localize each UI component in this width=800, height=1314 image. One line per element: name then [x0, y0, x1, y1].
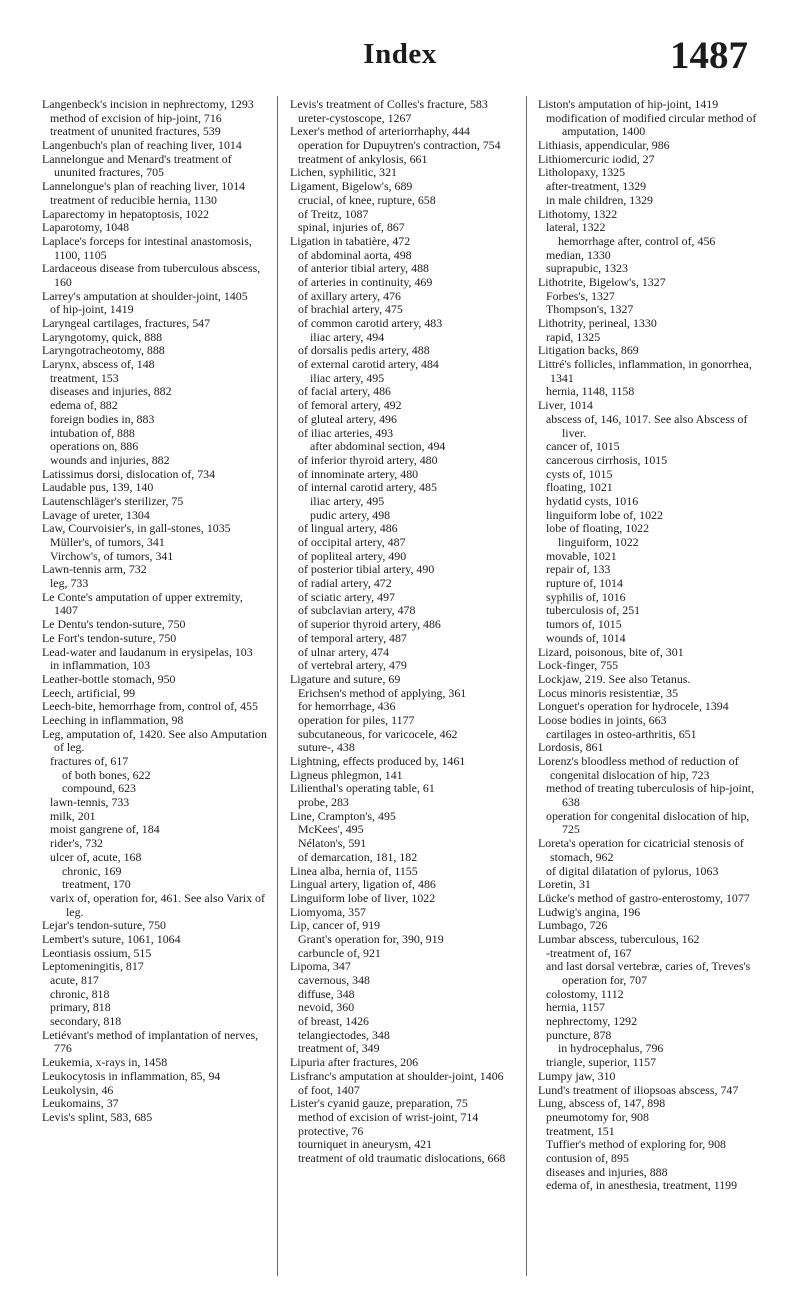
page-title: Index: [363, 38, 437, 70]
index-entry: pneumotomy for, 908: [546, 1109, 649, 1124]
index-entry: colostomy, 1112: [546, 986, 624, 1001]
index-entry: triangle, superior, 1157: [546, 1055, 657, 1070]
index-entry: median, 1330: [546, 247, 611, 262]
index-entry: Lawn-tennis arm, 732: [42, 562, 147, 577]
index-entry: Lipuria after fractures, 206: [290, 1055, 419, 1070]
index-entry: ureter-cystoscope, 1267: [298, 110, 412, 125]
index-entry: Leech, artificial, 99: [42, 685, 136, 700]
index-entry: Langenbuch's plan of reaching liver, 1014: [42, 138, 242, 153]
index-entry: Lizard, poisonous, bite of, 301: [538, 644, 684, 659]
index-entry: Lip, cancer of, 919: [290, 918, 381, 933]
index-entry: Lung, abscess of, 147, 898: [538, 1096, 666, 1111]
index-entry: of gluteal artery, 496: [298, 411, 397, 426]
index-entry: Nélaton's, 591: [298, 836, 367, 851]
index-entry: subcutaneous, for varicocele, 462: [298, 726, 458, 741]
index-entry: diseases and injuries, 888: [546, 1164, 668, 1179]
index-entry: treatment, 153: [50, 370, 119, 385]
index-entry: Liomyoma, 357: [290, 904, 366, 919]
index-entry: lateral, 1322: [546, 220, 606, 235]
index-entry: Le Dentu's tendon-suture, 750: [42, 617, 186, 632]
index-entry: iliac artery, 495: [310, 370, 385, 385]
index-entry: treatment of ununited fractures, 539: [50, 124, 221, 139]
index-entry: -treatment of, 167: [546, 945, 632, 960]
index-entry: moist gangrene of, 184: [50, 822, 160, 837]
index-entry: hernia, 1157: [546, 1000, 605, 1015]
index-entry: for hemorrhage, 436: [298, 699, 396, 714]
index-entry: Ludwig's angina, 196: [538, 904, 641, 919]
index-entry: tuberculosis of, 251: [546, 603, 641, 618]
index-entry: of vertebral artery, 479: [298, 658, 407, 673]
index-entry: of radial artery, 472: [298, 576, 392, 591]
index-entry: contusion of, 895: [546, 1150, 629, 1165]
index-entry: Le Conte's amputation of upper extremity, 1407: [42, 589, 243, 618]
index-entry: Lannelongue and Menard's treatment of ununited fractures, 705: [42, 151, 232, 180]
index-entry: nevoid, 360: [298, 1000, 355, 1015]
index-entry: Virchow's, of tumors, 341: [50, 548, 174, 563]
index-entry: acute, 817: [50, 973, 99, 987]
index-entry: Law, Courvoisier's, in gall-stones, 1035: [42, 521, 231, 536]
index-entry: compound, 623: [62, 781, 136, 796]
index-entry: Lautenschläger's sterilizer, 75: [42, 493, 184, 508]
index-entry: Loretin, 31: [538, 877, 591, 892]
index-entry: treatment of ankylosis, 661: [298, 151, 428, 166]
index-entry: of ulnar artery, 474: [298, 644, 390, 659]
index-entry: pudic artery, 498: [310, 507, 391, 522]
index-entry: Tuffier's method of exploring for, 908: [546, 1137, 727, 1152]
index-entry: lawn-tennis, 733: [50, 795, 130, 810]
index-entry: floating, 1021: [546, 480, 613, 495]
index-entry: Lister's cyanid gauze, preparation, 75: [290, 1096, 468, 1111]
index-entry: carbuncle of, 921: [298, 945, 381, 960]
index-entry: Leptomeningitis, 817: [42, 959, 144, 974]
index-entry: of axillary artery, 476: [298, 288, 401, 303]
index-entry: linguiform, 1022: [558, 535, 639, 549]
index-entry: varix of, operation for, 461. See also Varix of leg.: [50, 890, 265, 919]
index-entry: Leg, amputation of, 1420. See also Amputation of leg.: [42, 726, 267, 755]
index-entry: treatment of, 349: [298, 1041, 380, 1056]
index-entry: Lordosis, 861: [538, 740, 604, 755]
index-entry: Thompson's, 1327: [546, 302, 634, 317]
index-entry: probe, 283: [298, 795, 349, 810]
index-entry: of external carotid artery, 484: [298, 357, 439, 372]
page-number: 1487: [670, 34, 748, 77]
index-entry: cysts of, 1015: [546, 466, 613, 481]
index-entry: Leukocytosis in inflammation, 85, 94: [42, 1068, 221, 1083]
index-entry: of inferior thyroid artery, 480: [298, 452, 438, 467]
index-entry: hydatid cysts, 1016: [546, 493, 639, 508]
index-column-2: [290, 98, 520, 1166]
index-entry: McKees', 495: [298, 822, 364, 837]
index-entry: Levis's treatment of Colles's fracture, 583: [290, 97, 488, 111]
index-entry: Laplace's forceps for intestinal anastomosis, 1100, 1105: [42, 233, 252, 262]
index-column-1: [42, 98, 267, 1125]
index-entry: chronic, 169: [62, 863, 122, 878]
index-entry: rider's, 732: [50, 836, 103, 851]
index-entry: of occipital artery, 487: [298, 535, 406, 549]
index-entry: suture-, 438: [298, 740, 355, 755]
index-entry: cancerous cirrhosis, 1015: [546, 452, 668, 467]
index-entry: chronic, 818: [50, 986, 110, 1001]
index-entry: Lipoma, 347: [290, 959, 351, 974]
index-entry: Lardaceous disease from tuberculous abscess, 160: [42, 261, 261, 289]
index-entry: Lingual artery, ligation of, 486: [290, 877, 436, 892]
index-entry: Ligament, Bigelow's, 689: [290, 179, 413, 194]
index-entry: primary, 818: [50, 1000, 111, 1015]
index-entry: of breast, 1426: [298, 1014, 369, 1029]
index-entry: of digital dilatation of pylorus, 1063: [546, 863, 719, 878]
index-entry: Le Fort's tendon-suture, 750: [42, 630, 177, 645]
index-entry: wounds and injuries, 882: [50, 452, 170, 467]
index-entry: Lead-water and laudanum in erysipelas, 103: [42, 644, 253, 659]
index-entry: of internal carotid artery, 485: [298, 480, 437, 495]
index-entry: Müller's, of tumors, 341: [50, 535, 165, 549]
index-entry: edema of, 882: [50, 398, 118, 413]
index-entry: method of treating tuberculosis of hip-joint, 638: [546, 781, 755, 810]
column-rule: [277, 96, 278, 1276]
index-entry: milk, 201: [50, 808, 96, 823]
index-entry: Larrey's amputation at shoulder-joint, 1405: [42, 288, 248, 303]
index-entry: rapid, 1325: [546, 329, 601, 344]
index-entry: puncture, 878: [546, 1027, 612, 1042]
index-entry: protective, 76: [298, 1123, 364, 1138]
index-entry: Lexer's method of arteriorrhaphy, 444: [290, 124, 470, 139]
index-entry: Leech-bite, hemorrhage from, control of, 455: [42, 699, 258, 714]
index-entry: of common carotid artery, 483: [298, 316, 443, 330]
index-entry: method of excision of hip-joint, 716: [50, 110, 222, 125]
index-entry: operation for piles, 1177: [298, 712, 415, 727]
index-entry: Lumbar abscess, tuberculous, 162: [538, 931, 700, 946]
index-entry: Longuet's operation for hydrocele, 1394: [538, 699, 729, 714]
index-entry: hemorrhage after, control of, 456: [558, 233, 716, 248]
index-entry: syphilis of, 1016: [546, 589, 626, 604]
index-entry: Lithiomercuric iodid, 27: [538, 151, 655, 166]
index-entry: diffuse, 348: [298, 986, 355, 1001]
index-entry: Loose bodies in joints, 663: [538, 712, 667, 727]
index-entry: cartilages in osteo-arthritis, 651: [546, 726, 697, 741]
index-entry: Ligature and suture, 69: [290, 671, 401, 686]
index-entry: telangiectodes, 348: [298, 1027, 390, 1042]
index-entry: movable, 1021: [546, 548, 617, 563]
index-entry: of foot, 1407: [298, 1082, 360, 1097]
index-entry: wounds of, 1014: [546, 630, 626, 645]
index-entry: spinal, injuries of, 867: [298, 220, 405, 235]
index-entry: Lembert's suture, 1061, 1064: [42, 931, 181, 946]
index-entry: Ligneus phlegmon, 141: [290, 767, 403, 782]
index-entry: diseases and injuries, 882: [50, 384, 172, 399]
index-entry: Langenbeck's incision in nephrectomy, 1293: [42, 97, 254, 111]
index-entry: Liver, 1014: [538, 398, 593, 413]
column-rule: [526, 96, 527, 1276]
index-entry: of popliteal artery, 490: [298, 548, 407, 563]
index-entry: tumors of, 1015: [546, 617, 622, 632]
index-entry: of sciatic artery, 497: [298, 589, 395, 604]
page-header: [0, 28, 800, 98]
index-entry: operation for congenital dislocation of hip, 725: [546, 808, 750, 837]
index-entry: treatment, 151: [546, 1123, 615, 1138]
index-entry: Loreta's operation for cicatricial stenosis of stomach, 962: [538, 836, 744, 864]
index-entry: Larynx, abscess of, 148: [42, 357, 155, 372]
index-entry: Lejar's tendon-suture, 750: [42, 918, 166, 933]
index-entry: of dorsalis pedis artery, 488: [298, 343, 430, 358]
index-entry: treatment of old traumatic dislocations, 668: [298, 1150, 506, 1165]
index-entry: cancer of, 1015: [546, 439, 620, 454]
index-entry: Laryngotomy, quick, 888: [42, 329, 163, 344]
index-entry: of demarcation, 181, 182: [298, 849, 418, 864]
index-entry: abscess of, 146, 1017. See also Abscess of liver.: [546, 411, 748, 440]
index-entry: treatment of reducible hernia, 1130: [50, 192, 217, 207]
index-entry: Lumpy jaw, 310: [538, 1068, 616, 1083]
index-entry: Lockjaw, 219. See also Tetanus.: [538, 671, 691, 686]
index-entry: and last dorsal vertebræ, caries of, Treves's operation for, 707: [546, 959, 751, 987]
index-entry: after abdominal section, 494: [310, 439, 446, 454]
index-entry: Litigation backs, 869: [538, 343, 639, 358]
index-entry: Latissimus dorsi, dislocation of, 734: [42, 466, 216, 481]
index-entry: Forbes's, 1327: [546, 288, 615, 303]
index-entry: Ligation in tabatière, 472: [290, 233, 411, 248]
index-entry: Litholopaxy, 1325: [538, 165, 626, 180]
index-entry: of innominate artery, 480: [298, 466, 419, 481]
index-entry: of femoral artery, 492: [298, 398, 402, 413]
index-entry: of temporal artery, 487: [298, 630, 407, 645]
index-entry: in male children, 1329: [546, 192, 653, 207]
index-entry: of subclavian artery, 478: [298, 603, 416, 618]
index-entry: of posterior tibial artery, 490: [298, 562, 435, 577]
index-entry: Linguiform lobe of liver, 1022: [290, 890, 436, 905]
index-entry: Laudable pus, 139, 140: [42, 480, 154, 495]
index-entry: after-treatment, 1329: [546, 179, 647, 194]
index-entry: Liston's amputation of hip-joint, 1419: [538, 97, 719, 111]
index-entry: modification of modified circular method of amputation, 1400: [546, 110, 757, 139]
index-entry: fractures of, 617: [50, 754, 129, 768]
index-entry: Leukolysin, 46: [42, 1082, 114, 1097]
index-entry: of iliac arteries, 493: [298, 425, 394, 440]
index-entry: crucial, of knee, rupture, 658: [298, 192, 436, 207]
index-entry: iliac artery, 495: [310, 493, 385, 508]
index-entry: Letiévant's method of implantation of nerves, 776: [42, 1027, 259, 1056]
index-entry: Erichsen's method of applying, 361: [298, 685, 467, 700]
index-entry: edema of, in anesthesia, treatment, 1199: [546, 1178, 738, 1193]
index-entry: Laparectomy in hepatoptosis, 1022: [42, 206, 210, 221]
index-entry: Littré's follicles, inflammation, in gonorrhea, 1341: [538, 357, 752, 385]
index-entry: operation for Dupuytren's contraction, 754: [298, 138, 501, 153]
index-entry: foreign bodies in, 883: [50, 411, 155, 426]
index-entry: secondary, 818: [50, 1014, 122, 1029]
index-entry: cavernous, 348: [298, 973, 370, 987]
index-entry: of Treitz, 1087: [298, 206, 369, 221]
index-entry: of facial artery, 486: [298, 384, 391, 399]
index-entry: Grant's operation for, 390, 919: [298, 931, 444, 946]
index-entry: Lithotrite, Bigelow's, 1327: [538, 274, 666, 289]
index-entry: Laryngeal cartilages, fractures, 547: [42, 316, 211, 330]
index-entry: treatment, 170: [62, 877, 131, 892]
index-entry: Linea alba, hernia of, 1155: [290, 863, 418, 878]
index-entry: leg, 733: [50, 576, 89, 591]
index-entry: Lightning, effects produced by, 1461: [290, 754, 466, 768]
index-entry: lobe of floating, 1022: [546, 521, 650, 536]
index-entry: operations on, 886: [50, 439, 139, 454]
index-entry: of brachial artery, 475: [298, 302, 403, 317]
index-entry: Lichen, syphilitic, 321: [290, 165, 397, 180]
index-entry: of both bones, 622: [62, 767, 151, 782]
index-entry: repair of, 133: [546, 562, 611, 577]
index-entry: Lücke's method of gastro-enterostomy, 1077: [538, 890, 750, 905]
index-column-3: [538, 98, 768, 1193]
index-entry: Lumbago, 726: [538, 918, 608, 933]
index-entry: method of excision of wrist-joint, 714: [298, 1109, 479, 1124]
index-entry: Leukomains, 37: [42, 1096, 119, 1111]
index-entry: of arteries in continuity, 469: [298, 274, 433, 289]
index-entry: Locus minoris resistentiæ, 35: [538, 685, 679, 700]
index-entry: of abdominal aorta, 498: [298, 247, 412, 262]
index-entry: Lithotomy, 1322: [538, 206, 618, 221]
index-entry: of hip-joint, 1419: [50, 302, 134, 317]
index-entry: Leeching in inflammation, 98: [42, 712, 184, 727]
index-entry: of anterior tibial artery, 488: [298, 261, 429, 276]
index-entry: rupture of, 1014: [546, 576, 623, 591]
index-entry: Lorenz's bloodless method of reduction of congenital dislocation of hip, 723: [538, 754, 739, 782]
index-entry: Laparotomy, 1048: [42, 220, 130, 235]
index-entry: linguiform lobe of, 1022: [546, 507, 663, 522]
index-entry: of superior thyroid artery, 486: [298, 617, 441, 632]
index-entry: Leather-bottle stomach, 950: [42, 671, 176, 686]
index-entry: Leontiasis ossium, 515: [42, 945, 152, 960]
index-entry: hernia, 1148, 1158: [546, 384, 635, 399]
index-entry: ulcer of, acute, 168: [50, 849, 142, 864]
index-entry: suprapubic, 1323: [546, 261, 628, 276]
index-entry: Lisfranc's amputation at shoulder-joint, 1406: [290, 1068, 504, 1083]
index-entry: in hydrocephalus, 796: [558, 1041, 664, 1056]
index-entry: Lithotrity, perineal, 1330: [538, 316, 657, 330]
index-entry: in inflammation, 103: [50, 658, 151, 673]
index-entry: Lannelongue's plan of reaching liver, 1014: [42, 179, 246, 194]
index-entry: intubation of, 888: [50, 425, 135, 440]
index-entry: Lavage of ureter, 1304: [42, 507, 150, 522]
index-entry: Line, Crampton's, 495: [290, 808, 396, 823]
index-entry: iliac artery, 494: [310, 329, 385, 344]
index-entry: Laryngotracheotomy, 888: [42, 343, 165, 358]
index-entry: Leukemia, x-rays in, 1458: [42, 1055, 168, 1070]
index-entry: Lithiasis, appendicular, 986: [538, 138, 670, 153]
index-entry: Lund's treatment of iliopsoas abscess, 747: [538, 1082, 739, 1097]
index-entry: Levis's splint, 583, 685: [42, 1109, 153, 1124]
index-entry: Lilienthal's operating table, 61: [290, 781, 435, 796]
index-entry: of lingual artery, 486: [298, 521, 398, 536]
index-entry: Lock-finger, 755: [538, 658, 619, 673]
index-entry: nephrectomy, 1292: [546, 1014, 638, 1029]
index-entry: tourniquet in aneurysm, 421: [298, 1137, 433, 1152]
